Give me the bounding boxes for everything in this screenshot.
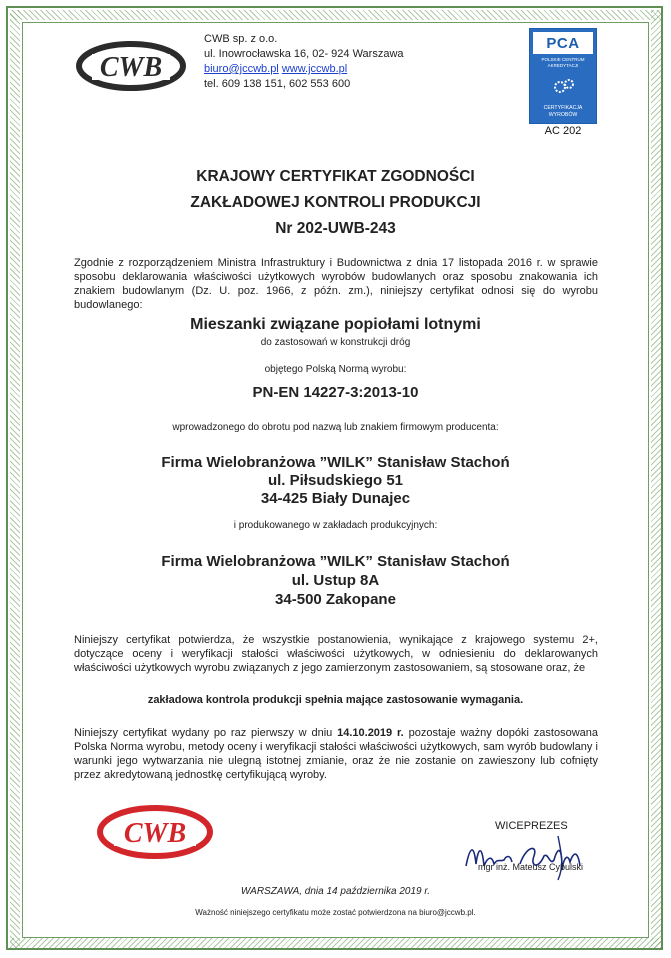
title-line-1: KRAJOWY CERTYFIKAT ZGODNOŚCI [196, 168, 475, 185]
company-block [204, 32, 404, 92]
place-and-date: WARSZAWA, dnia 14 października 2019 r. [240, 886, 431, 897]
title-line-2: ZAKŁADOWEJ KONTROLI PRODUKCJI [190, 194, 481, 211]
certificate-number: Nr 202-UWB-243 [275, 220, 396, 237]
validity-text-1: Niniejszy certyfikat wydany po raz pierwszy w dniu [74, 727, 338, 739]
producer-label: wprowadzonego do obrotu pod nazwą lub znakiem firmowym producenta: [172, 422, 499, 433]
company-phone: tel. 609 138 151, 602 553 600 [204, 78, 351, 90]
validity-paragraph [74, 726, 598, 782]
signatory-name: mgr inż. Mateusz Cybulski [478, 862, 584, 872]
product-name: Mieszanki związane popiołami lotnymi [190, 316, 481, 333]
pca-accreditation-logo [529, 28, 597, 124]
producer-name: Firma Wielobranżowa ”WILK” Stanisław Stachoń [161, 454, 510, 471]
producer-street: ul. Piłsudskiego 51 [267, 472, 404, 489]
footer-note: Ważność niniejszego certyfikatu może zostać potwierdzona na biuro@jccwb.pl. [195, 908, 476, 917]
cwb-logo-top [66, 26, 196, 102]
pca-cert-text: CERTYFIKACJA WYROBÓW [543, 105, 583, 118]
product-use: do zastosowań w konstrukcji dróg [260, 337, 411, 348]
plants-label: i produkowanego w zakładach produkcyjnych: [233, 520, 438, 531]
pca-logo-text: PCA [533, 32, 593, 54]
svg-text:CWB: CWB [123, 818, 187, 849]
company-links [204, 62, 404, 77]
intro-paragraph: Zgodnie z rozporządzeniem Ministra Infrastruktury i Budownictwa z dnia 17 listopada 2016 r. w sprawie sposobu deklarowania właściwości użytkowych wyrobów budowlanych oraz sposobu znakowania ich znakiem budowlanym (Dz. U. poz. 1966, z późn. zm.), niniejszy certyfikat odnosi się do wyrobu budowlanego: [74, 257, 598, 311]
plant-street: ul. Ustup 8A [291, 572, 380, 589]
validity-text-2: pozostaje ważny dopóki zastosowana Polska Norma wyrobu, metody oceny i weryfikacji stałości właściwości użytkowych, sam wyrób budowlany i warunki jego wytwarzania nie ulegną istotnej zmianie, oraz że nie zostanie on zawieszony lub cofnięty przez akredytowaną jednostkę certyfikującą wyroby. [74, 727, 599, 781]
confirmation-bold: zakładowa kontrola produkcji spełnia mające zastosowanie wymagania. [147, 694, 524, 706]
handwritten-signature [458, 826, 618, 886]
standard-label: objętego Polską Normą wyrobu: [264, 364, 407, 375]
company-name: CWB sp. z o.o. [204, 33, 278, 45]
company-address: ul. Inowrocławska 16, 02- 924 Warszawa [204, 48, 404, 60]
plant-city: 34-500 Zakopane [275, 591, 396, 608]
plant-name: Firma Wielobranżowa ”WILK” Stanisław Stachoń [161, 553, 510, 570]
standard-number: PN-EN 14227-3:2013-10 [252, 384, 419, 401]
pca-subtitle: POLSKIE CENTRUM AKREDYTACJI [541, 57, 585, 68]
signatory-title: WICEPREZES [495, 820, 568, 832]
issue-date: 14.10.2019 r. [337, 727, 404, 739]
email-link[interactable]: biuro@jccwb.pl [204, 63, 279, 75]
producer-city: 34-425 Biały Dunajec [260, 490, 411, 507]
svg-text:CWB: CWB [99, 52, 163, 83]
accreditation-code: AC 202 [544, 125, 582, 137]
website-link[interactable]: www.jccwb.pl [281, 63, 348, 75]
confirmation-paragraph: Niniejszy certyfikat potwierdza, że wszystkie postanowienia, wynikające z krajowego systemu 2+, dotyczące oceny i weryfikacji stałości właściwości użytkowych, w odniesieniu do deklarowanych właściwości użytkowych wyrobu związanych z jego zamierzonym zastosowaniem, są stosowane oraz, że [74, 634, 598, 674]
cwb-stamp-red [88, 790, 223, 870]
gears-icon [552, 77, 576, 97]
